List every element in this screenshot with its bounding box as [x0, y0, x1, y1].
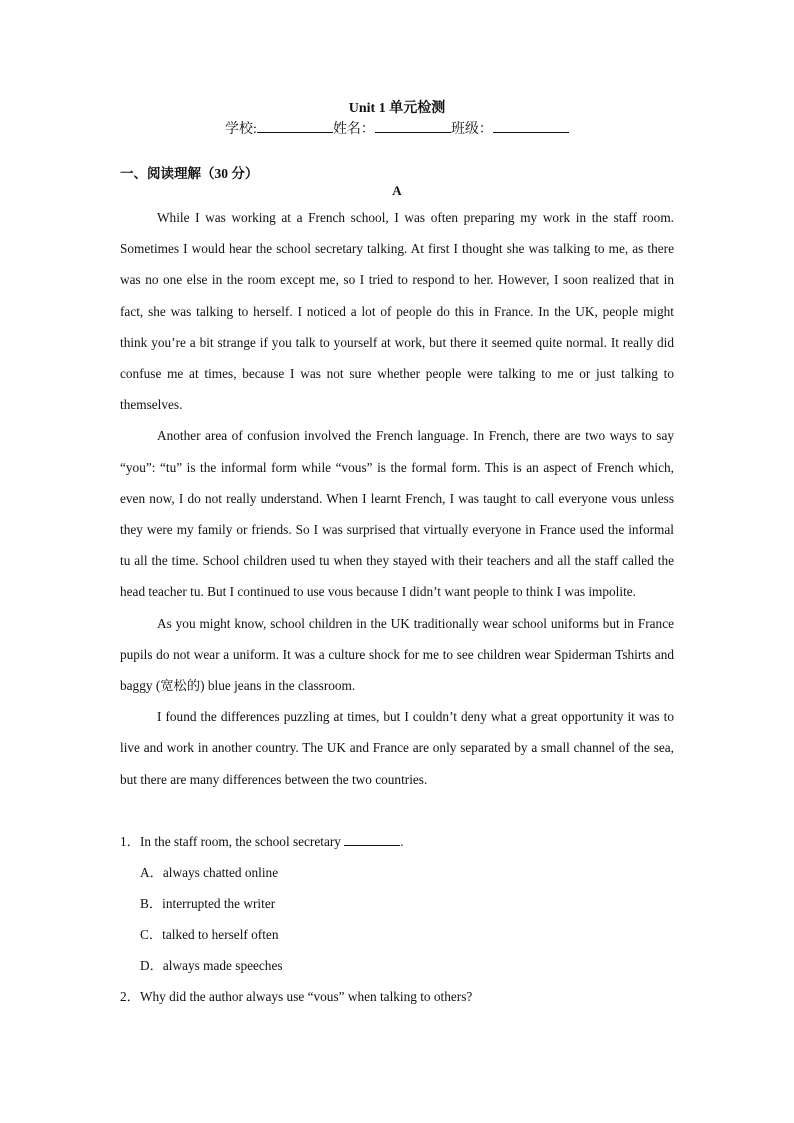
section-title: 一、阅读理解（30 分） [120, 166, 259, 181]
passage-paragraph: I found the differences puzzling at times, but I couldn’t deny what a great opportunity it was to live and work in another country. The UK and France are only separated by a small channel of the sea, but there are many differences between the two countries. [120, 709, 674, 787]
option-text: always chatted online [162, 865, 279, 880]
student-info-fields [0, 118, 794, 138]
class-blank [493, 119, 569, 133]
option-letter: D． [140, 958, 163, 973]
school-label: 学校: [225, 122, 257, 137]
option-letter: A． [140, 865, 163, 880]
page-title: Unit 1 单元检测 [348, 101, 446, 116]
question-stem-end: . [400, 834, 404, 849]
option-text: talked to herself often [162, 927, 279, 942]
school-blank [257, 119, 333, 133]
reading-passage [120, 202, 674, 795]
passage-paragraph: While I was working at a French school, I was often preparing my work in the staff room. Sometimes I would hear the school secretary talking. At first I thought she was talking to me, as there was no one else in the room except me, so I tried to respond to her. However, I soon realized that in fact, she was talking to herself. I noticed a lot of people do this in France. In the UK, people might think you’re a bit strange if you talk to yourself at work, but there it seemed quite normal. It really did confuse me at times, because I was not sure whether people were talking to me or just talking to themselves. [120, 210, 674, 413]
name-blank [375, 119, 451, 133]
question-1 [120, 826, 674, 857]
option-c [120, 919, 674, 950]
question-list [120, 826, 674, 1012]
question-stem: Why did the author always use “vous” when talking to others? [139, 989, 473, 1004]
question-number: 1． [120, 834, 140, 849]
class-label: 班级： [450, 122, 493, 137]
option-letter: C． [140, 927, 163, 942]
option-a [120, 857, 674, 888]
option-d [120, 950, 674, 981]
option-letter: B． [140, 896, 163, 911]
option-text: always made speeches [162, 958, 283, 973]
name-label: 姓名： [332, 122, 375, 137]
option-b [120, 888, 674, 919]
question-2 [120, 981, 674, 1012]
question-stem: In the staff room, the school secretary [139, 834, 341, 849]
passage-label: A [392, 183, 402, 198]
answer-blank [344, 833, 400, 846]
passage-paragraph: As you might know, school children in the UK traditionally wear school uniforms but in France pupils do not wear a uniform. It was a culture shock for me to see children wear Spiderman Tshirts and baggy (宽松的) blue jeans in the classroom. [120, 615, 674, 694]
question-number: 2． [120, 989, 140, 1004]
option-text: interrupted the writer [162, 896, 276, 911]
passage-paragraph: Another area of confusion involved the French language. In French, there are two ways to say “you”: “tu” is the informal form while “vous” is the formal form. This is an aspect of French which, even now, I do not really understand. When I learnt French, I was taught to call everyone vous unless they were my family or friends. So I was surprised that virtually everyone in France used the informal tu all the time. School children used tu when they stayed with their teachers and all the staff called the head teacher tu. But I continued to use vous because I didn’t want people to think I was impolite. [120, 428, 674, 600]
